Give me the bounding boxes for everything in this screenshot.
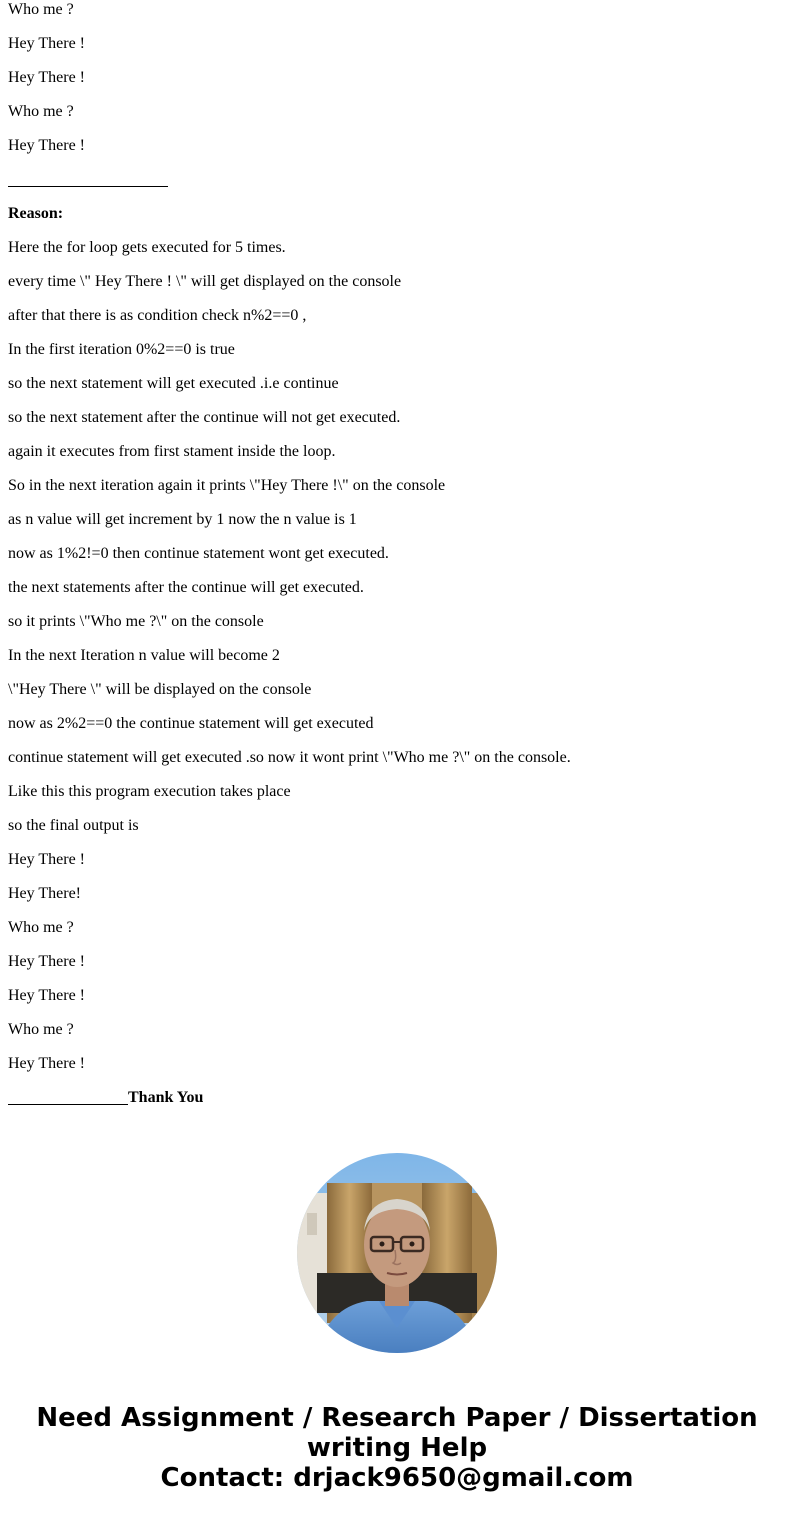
divider-line: [8, 186, 168, 187]
reason-line: again it executes from first stament inside the loop.: [8, 443, 336, 460]
author-portrait-icon: [297, 1153, 497, 1353]
reason-heading: Reason:: [8, 205, 64, 222]
reason-line: so the next statement after the continue will not get executed.: [8, 409, 401, 426]
final-output-line: Hey There !: [8, 1055, 85, 1072]
reason-line: Here the for loop gets executed for 5 times.: [8, 239, 286, 256]
reason-line: so it prints \"Who me ?\" on the console: [8, 613, 264, 630]
reason-line: Like this this program execution takes place: [8, 783, 291, 800]
thank-you-text: Thank You: [128, 1089, 204, 1106]
reason-line: So in the next iteration again it prints \"Hey There !\" on the console: [8, 477, 446, 494]
author-avatar: [297, 1153, 497, 1353]
final-output-line: Hey There !: [8, 953, 85, 970]
cta-line: writing Help: [306, 1433, 488, 1463]
reason-line: \"Hey There \" will be displayed on the console: [8, 681, 312, 698]
output-line: Hey There !: [8, 69, 85, 86]
cta-line: Need Assignment / Research Paper / Dissertation: [36, 1403, 758, 1433]
reason-line: as n value will get increment by 1 now the n value is 1: [8, 511, 357, 528]
final-output-line: Who me ?: [8, 919, 74, 936]
output-line: Hey There !: [8, 35, 85, 52]
reason-line: In the first iteration 0%2==0 is true: [8, 341, 235, 358]
output-line: Who me ?: [8, 1, 74, 18]
reason-line: every time \" Hey There ! \" will get displayed on the console: [8, 273, 402, 290]
contact-banner: [0, 1403, 794, 1493]
contact-email[interactable]: Contact: drjack9650@gmail.com: [160, 1463, 634, 1493]
output-line: Who me ?: [8, 103, 74, 120]
divider-line: [8, 1104, 128, 1105]
reason-line: now as 2%2==0 the continue statement will get executed: [8, 715, 374, 732]
final-output-line: Hey There !: [8, 987, 85, 1004]
reason-line: In the next Iteration n value will become 2: [8, 647, 280, 664]
output-line: Hey There !: [8, 137, 85, 154]
reason-line: after that there is as condition check n%2==0 ,: [8, 307, 307, 324]
reason-line: so the final output is: [8, 817, 139, 834]
reason-line: the next statements after the continue will get executed.: [8, 579, 364, 596]
reason-line: so the next statement will get executed .i.e continue: [8, 375, 339, 392]
final-output-line: Hey There !: [8, 851, 85, 868]
reason-line: now as 1%2!=0 then continue statement wont get executed.: [8, 545, 389, 562]
reason-line: continue statement will get executed .so now it wont print \"Who me ?\" on the console.: [8, 749, 571, 766]
final-output-line: Hey There!: [8, 885, 81, 902]
final-output-line: Who me ?: [8, 1021, 74, 1038]
